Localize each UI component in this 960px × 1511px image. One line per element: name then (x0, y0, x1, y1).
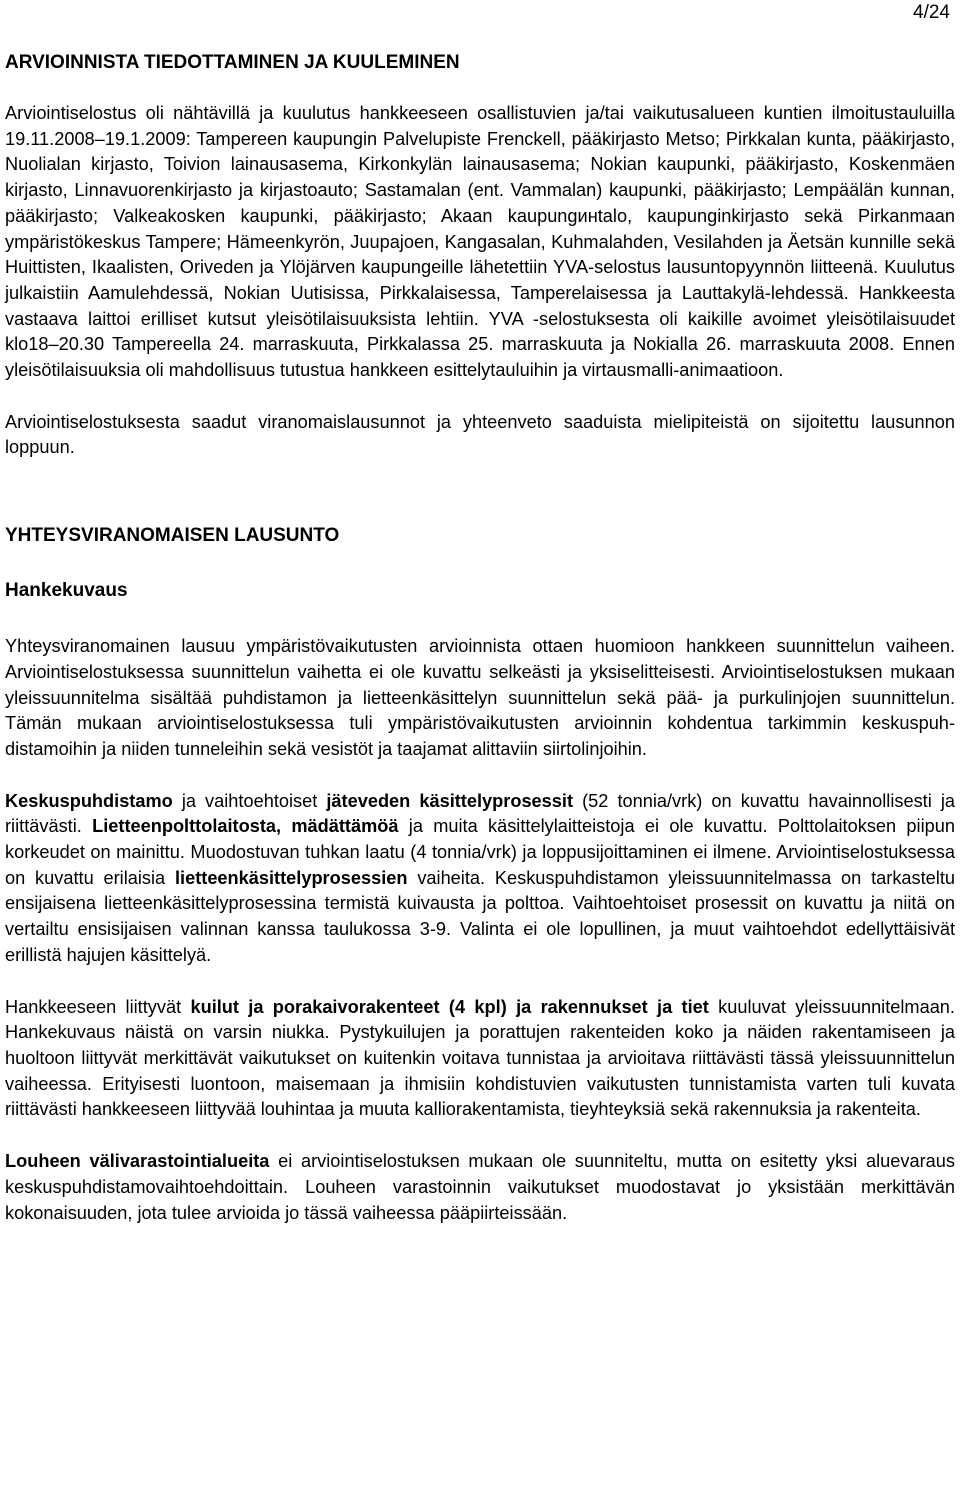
bold-term-rock-storage: Louheen välivarastointialueita (5, 1151, 270, 1172)
bold-term-sludge-incineration: Lietteenpolttolaitosta, mädättämöä (92, 816, 399, 837)
bold-term-wastewater-processes: jäteveden käsittelyprosessit (326, 790, 574, 811)
text-run: vaiheita. Keskuspuhdistamon yleissuunnitelmassa on tarkasteltu ensijaisena lietteenkäsittelyprosessina termistä kuivausta ja polttoa. Vaihtoehtoiset prosessit on kuvattu ja niitä on vertailtu ensisijaisen valinnan kanssa taulukossa 3-9. Valinta ei ole lopullinen, ja muut vaihtoehdot edellyttäisivät erillistä hajujen käsittelyä. (5, 867, 955, 965)
bold-term-central-plant: Keskuspuhdistamo (5, 790, 173, 811)
bold-term-sludge-processes: lietteenkäsittelyprosessien (174, 867, 408, 888)
text-run: ja vaihtoehtoiset (172, 790, 327, 811)
page-number: 4/24 (913, 2, 950, 23)
bold-term-shafts-roads: kuilut ja porakaivorakenteet (4 kpl) ja rakennukset ja tiet (190, 996, 709, 1017)
paragraph-treatment-plant (5, 789, 955, 969)
subheading-project-description: Hankekuvaus (5, 580, 128, 602)
section-heading-informing: ARVIOINNISTA TIEDOTTAMINEN JA KUULEMINEN (5, 52, 460, 73)
paragraph-planning-phase: Yhteysviranomainen lausuu ympäristövaikutusten arvioinnista ottaen huomioon hankkeen suunnittelun vaiheen. Arviointiselostuksessa suunnittelun vaihetta ei ole kuvattu selkeästi ja yksiselitteisesti. Arviointiselostuksen mukaan yleissuunnitelma sisältää puhdistamon ja lietteenkäsittelyn suunnittelun sekä pää- ja purkulinjojen suunnittelun. Tämän mukaan arviointiselostuksessa tuli ympäristövaikutusten arvioinnin kohdentua tarkimmin keskuspuhdistamoihin ja niiden tunneleihin sekä vesistöt ja taajamat alittaviin siirtolinjoihin. (5, 636, 955, 759)
paragraph-shafts-structures (5, 995, 955, 1124)
text-run: ei arviointiselostuksen mukaan ole suunniteltu, mutta on esitetty yksi aluevaraus keskuspuhdistamovaihtoehdoittain. Louheen varastoinnin vaikutukset muodostavat jo yksistään merkittävän kokonaisuuden, jota tulee arvioida jo tässä vaiheessa pääpiirteissään. (5, 1151, 956, 1223)
paragraph-display-period: Arviointiselostus oli nähtävillä ja kuulutus hankkeeseen osallistuvien ja/tai vaikutusalueen kuntien ilmoitustauluilla 19.11.2008–19.1.2009: Tampereen kaupungin Palvelupiste Frenckell, pääkirjasto Metso; Pirkkalan kunta, pääkirjasto, Nuolialan kirjasto, Toivion lainausasema, Kirkonkylän lainausasema; Nokian kaupunki, pääkirjasto, Koskenmäen kirjasto, Linnavuorenkirjasto ja kirjastoauto; Sastamalan (ent. Vammalan) kaupunki, pääkirjasto; Lempäälän kunnan, pääkirjasto; Valkeakosken kaupunki, pääkirjasto; Akaan kaupungинtalo, kaupunginkirjasto sekä Pirkanmaan ympäristökeskus Tampere; Hämeenkyrön, Juupajoen, Kangasalan, Kuhmalahden, Vesilahden ja Äetsän kunnille sekä Huittisten, Ikaalisten, Oriveden ja Ylöjärven kaupungeille lähetettiin YVA-selostus lausuntopyynnön liitteenä. Kuulutus julkaistiin Aamulehdessä, Nokian Uutisissa, Pirkkalaisessa, Tamperelaisessa ja Lauttakylä-lehdessä. Hankkeesta vastaava laittoi erilliset kutsut yleisötilaisuuksista lehtiin. YVA -selostuksesta oli kaikille avoimet yleisötilaisuudet klo18–20.30 Tampereella 24. marraskuuta, Pirkkalassa 25. marraskuuta ja Nokialla 26. marraskuuta 2008. Ennen yleisötilaisuuksia oli mahdollisuus tutustua hankkeen esittelytauluihin ja virtausmalli-animaatioon. (5, 103, 955, 381)
text-run: Hankkeeseen liittyvät (5, 996, 191, 1017)
text-run: ja muita käsittelylaitteistoja ei ole kuvattu. Polttolaitoksen piipun korkeudet on mainittu. Muodostuvan tuhkan laatu (4 tonnia/vrk) ja loppusijoittaminen ei ilmene. Arviointiselostuksessa on kuvattu erilaisia (5, 816, 955, 888)
paragraph-statements-placement: Arviointiselostuksesta saadut viranomaislausunnot ja yhteenveto saaduista mielipiteistä on sijoitettu lausunnon loppuun. (5, 411, 955, 458)
text-run: kuuluvat yleissuunnitelmaan. Hankekuvaus näistä on varsin niukka. Pystykuilujen ja porattujen rakenteiden koko ja näiden rakentamiseen ja huoltoon liittyvät merkittävät vaikutukset on kuitenkin voitava tunnistaa ja arvioitava riittävästi tässä yleissuunnittelun vaiheessa. Erityisesti luontoon, maisemaan ja ihmisiin kohdistuvien vaikutusten tunnistamista varten tuli kuvata riittävästi hankkeeseen liittyvää louhintaa ja muuta kalliorakentamista, tieyhteyksiä sekä rakennuksia ja rakenteita. (5, 996, 955, 1120)
section-heading-authority-statement: YHTEYSVIRANOMAISEN LAUSUNTO (5, 525, 340, 547)
text-run: (52 tonnia/vrk) on kuvattu havainnollisesti ja riittävästi. (5, 790, 955, 837)
paragraph-rock-storage (5, 1149, 955, 1226)
document-page (5, 50, 955, 1226)
